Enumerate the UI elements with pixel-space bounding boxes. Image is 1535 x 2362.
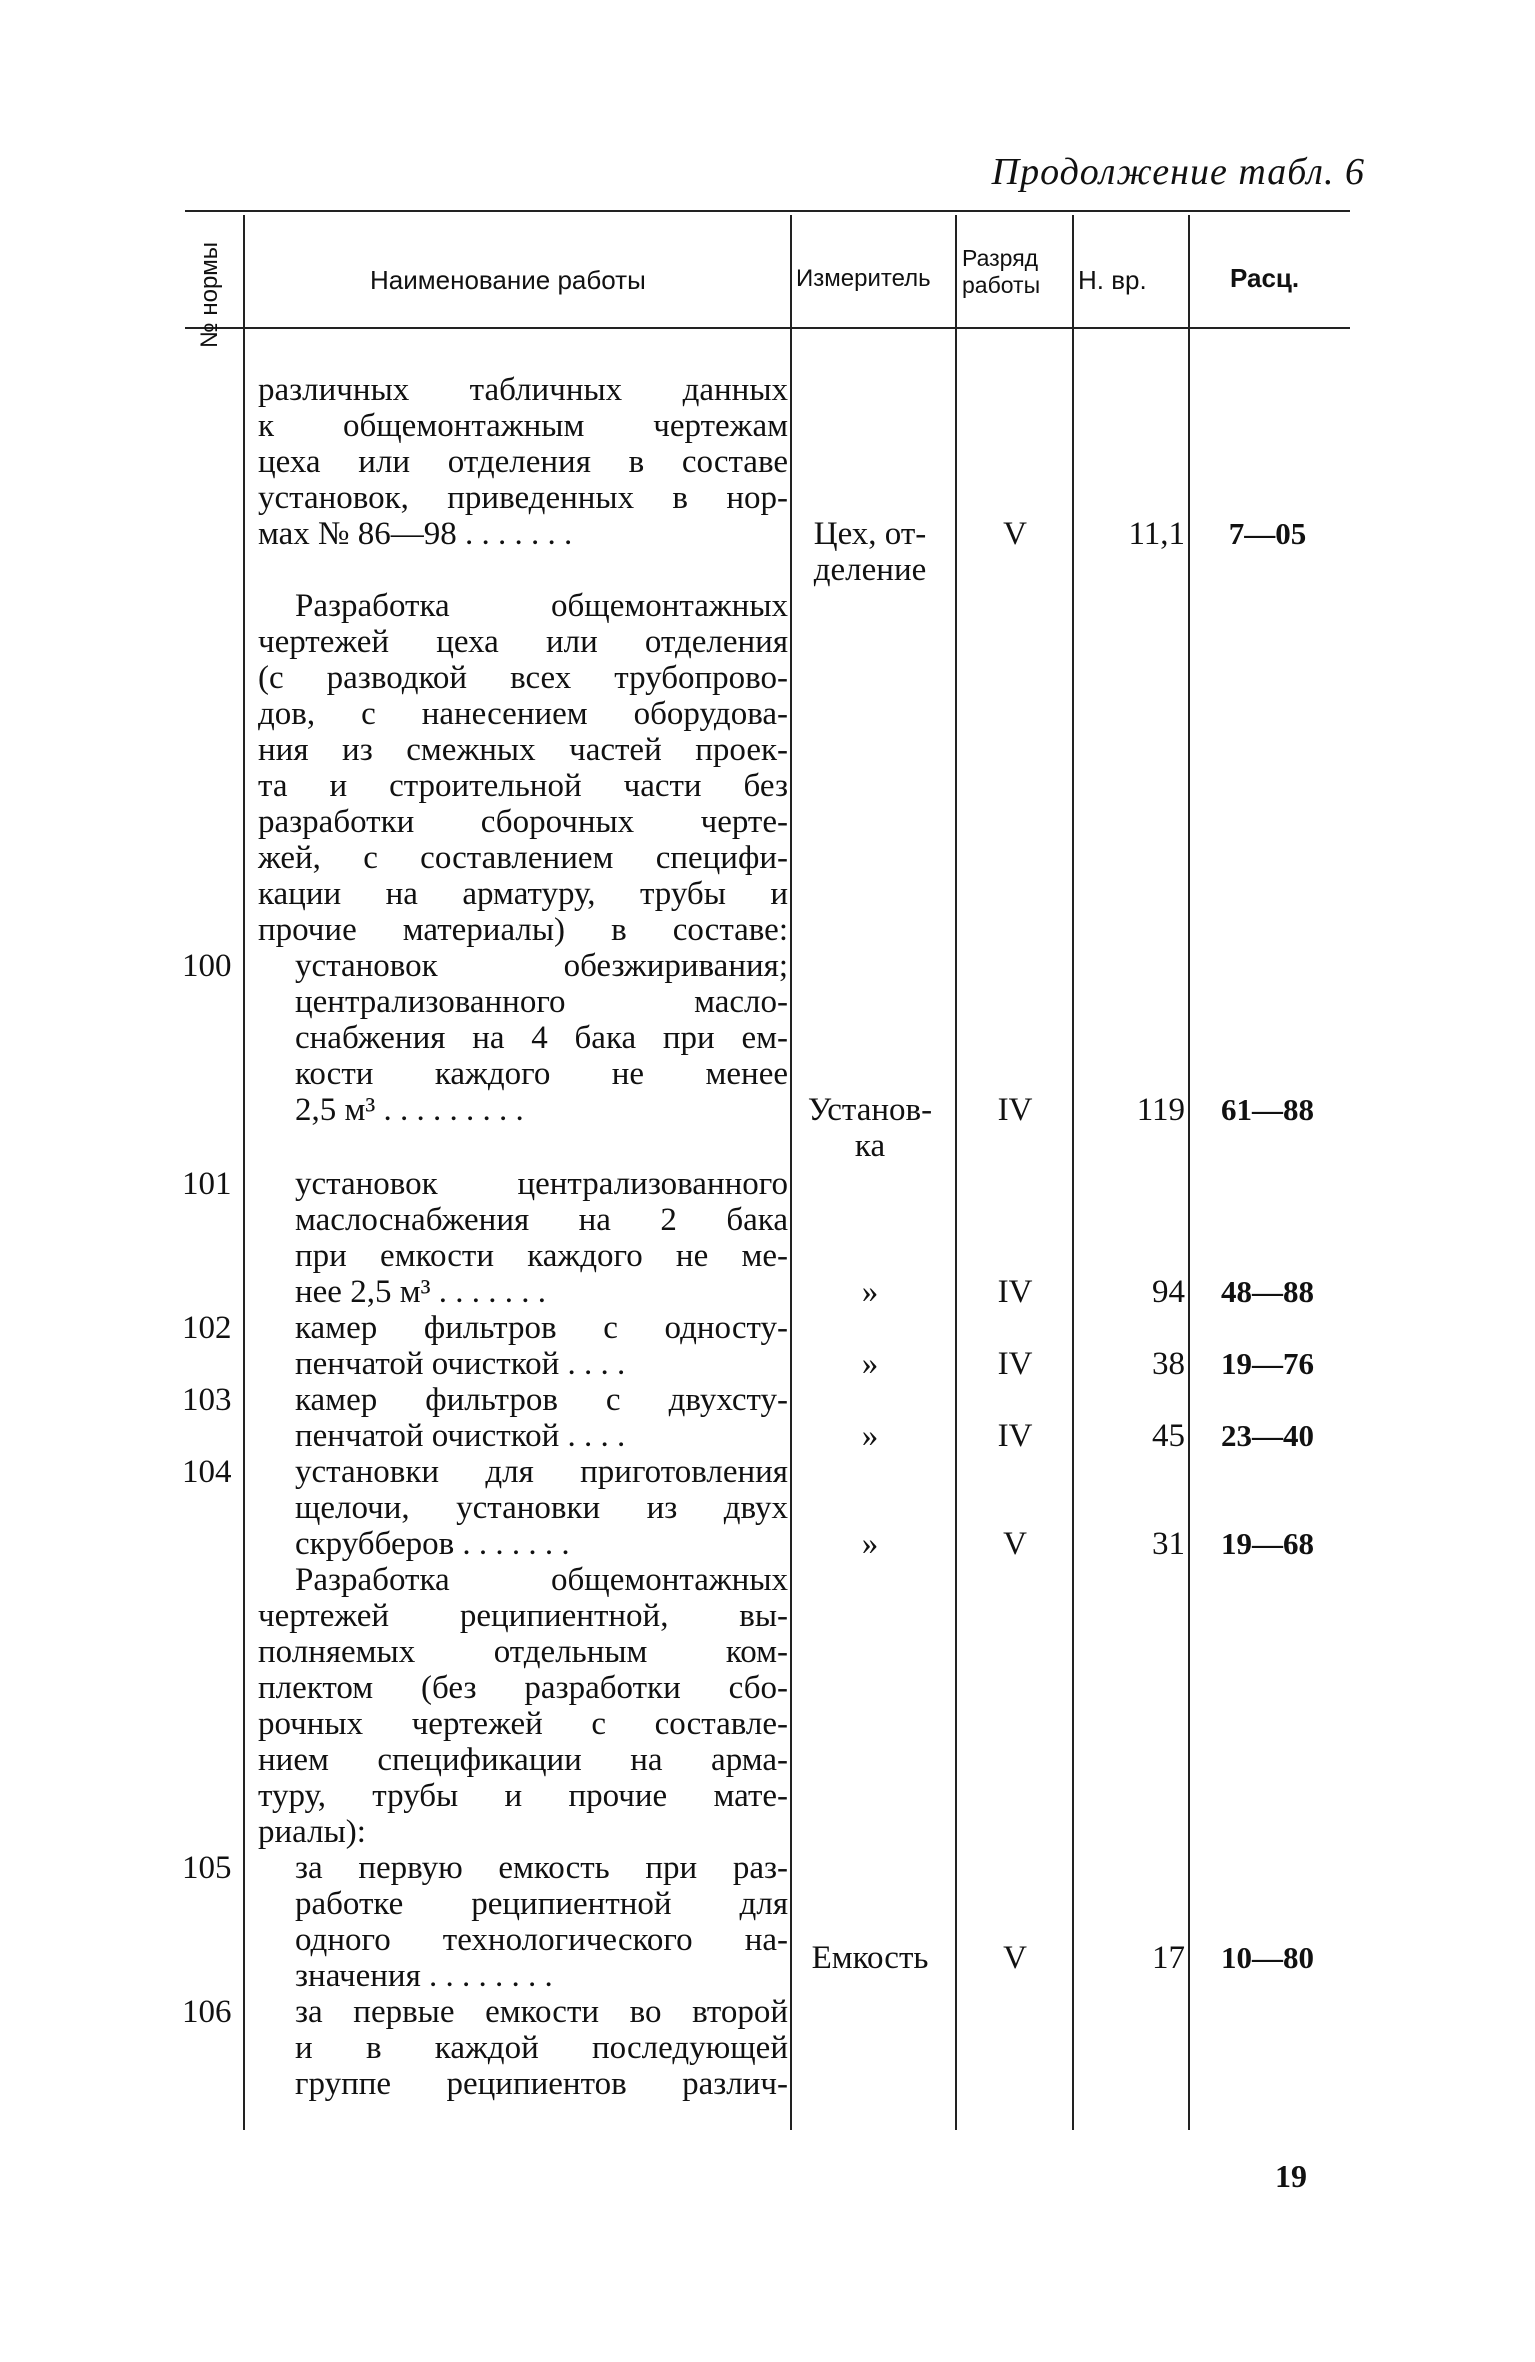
text-line: к общемонтажным чертежам xyxy=(258,408,788,444)
header-grade: Разряд работы xyxy=(962,245,1041,298)
time-cell: 119 xyxy=(1136,1092,1185,1128)
text-line: установок обезжиривания; xyxy=(295,948,788,984)
text-line: кости каждого не менее xyxy=(295,1056,788,1092)
measure-cell: Емкость xyxy=(811,1940,929,1976)
grade-cell: V xyxy=(1003,1940,1027,1976)
text-line: (с разводкой всех трубопрово- xyxy=(258,660,788,696)
time-cell: 94 xyxy=(1152,1274,1185,1310)
text-line: установки для приготовления xyxy=(295,1454,788,1490)
norm-number: 102 xyxy=(182,1310,232,1346)
time-cell: 38 xyxy=(1152,1346,1185,1382)
rate-cell: 7—05 xyxy=(1228,516,1307,551)
grade-cell: IV xyxy=(997,1274,1033,1310)
table-caption: Продолжение табл. 6 xyxy=(991,151,1365,193)
text-line: чертежей реципиентной, вы- xyxy=(258,1598,788,1634)
text-line: кации на арматуру, трубы и xyxy=(258,876,788,912)
time-cell: 45 xyxy=(1152,1418,1185,1454)
text-line: рочных чертежей с составле- xyxy=(258,1706,788,1742)
text-line: плектом (без разработки сбо- xyxy=(258,1670,788,1706)
header-measure: Измеритель xyxy=(796,265,931,292)
text-line: камер фильтров с односту- xyxy=(295,1310,788,1346)
grade-cell: IV xyxy=(997,1346,1033,1382)
text-line: полняемых отдельным ком- xyxy=(258,1634,788,1670)
text-line: скрубберов . . . . . . . xyxy=(295,1526,570,1562)
norm-number: 104 xyxy=(182,1454,232,1490)
text-line: пенчатой очисткой . . . . xyxy=(295,1418,626,1454)
text-line: и в каждой последующей xyxy=(295,2030,788,2066)
measure-cell: » xyxy=(861,1346,879,1382)
norm-number: 101 xyxy=(182,1166,232,1202)
rate-cell: 61—88 xyxy=(1221,1092,1314,1127)
measure-cell: » xyxy=(861,1526,879,1562)
text-line: централизованного масло- xyxy=(295,984,788,1020)
header-rate: Расц. xyxy=(1230,263,1300,293)
text-line: жей, с составлением специфи- xyxy=(258,840,788,876)
text-line: камер фильтров с двухсту- xyxy=(295,1382,788,1418)
rate-cell: 19—76 xyxy=(1221,1346,1314,1381)
measure-cell-cont: деление xyxy=(813,552,927,588)
text-line: щелочи, установки из двух xyxy=(295,1490,788,1526)
text-line: при емкости каждого не ме- xyxy=(295,1238,788,1274)
norm-number: 100 xyxy=(182,948,232,984)
measure-cell: » xyxy=(861,1418,879,1454)
text-line: значения . . . . . . . . xyxy=(295,1958,553,1994)
text-line: нием спецификации на арма- xyxy=(258,1742,788,1778)
text-line: работке реципиентной для xyxy=(295,1886,788,1922)
text-line: 2,5 м³ . . . . . . . . . xyxy=(295,1092,524,1128)
header-norm-number: № нормы xyxy=(196,241,223,349)
grade-cell: V xyxy=(1003,1526,1027,1562)
norm-number: 106 xyxy=(182,1994,232,2030)
text-line: установок, приведенных в нор- xyxy=(258,480,788,516)
grade-cell: V xyxy=(1003,516,1027,552)
text-line: за первые емкости во второй xyxy=(295,1994,788,2030)
text-line: за первую емкость при раз- xyxy=(295,1850,788,1886)
time-cell: 17 xyxy=(1152,1940,1185,1976)
rate-cell: 48—88 xyxy=(1221,1274,1314,1309)
grade-cell: IV xyxy=(997,1092,1033,1128)
measure-cell: Цех, от- xyxy=(813,516,927,552)
measure-cell-cont: ка xyxy=(854,1128,886,1164)
grade-cell: IV xyxy=(997,1418,1033,1454)
text-line: прочие материалы) в составе: xyxy=(258,912,788,948)
text-line: риалы): xyxy=(258,1814,366,1850)
text-line: пенчатой очисткой . . . . xyxy=(295,1346,626,1382)
text-line: ния из смежных частей проек- xyxy=(258,732,788,768)
text-line: нее 2,5 м³ . . . . . . . xyxy=(295,1274,546,1310)
text-line: различных табличных данных xyxy=(258,372,788,408)
text-line: одного технологического на- xyxy=(295,1922,788,1958)
page-number: 19 xyxy=(1275,2158,1307,2194)
header-time: Н. вр. xyxy=(1078,265,1147,295)
text-line: дов, с нанесением оборудова- xyxy=(258,696,788,732)
header-work-name: Наименование работы xyxy=(370,265,646,295)
text-line: установок централизованного xyxy=(295,1166,788,1202)
text-line: та и строительной части без xyxy=(258,768,788,804)
measure-cell: Установ- xyxy=(807,1092,933,1128)
norm-number: 105 xyxy=(182,1850,232,1886)
text-line: разработки сборочных черте- xyxy=(258,804,788,840)
time-cell: 31 xyxy=(1152,1526,1185,1562)
text-line: маслоснабжения на 2 бака xyxy=(295,1202,788,1238)
rate-cell: 23—40 xyxy=(1221,1418,1314,1453)
text-line: чертежей цеха или отделения xyxy=(258,624,788,660)
text-line: мах № 86—98 . . . . . . . xyxy=(258,516,573,552)
text-line: Разработка общемонтажных xyxy=(295,588,788,624)
text-line: группе реципиентов различ- xyxy=(295,2066,788,2102)
measure-cell: » xyxy=(861,1274,879,1310)
norm-number: 103 xyxy=(182,1382,232,1418)
rate-cell: 19—68 xyxy=(1221,1526,1314,1561)
rate-cell: 10—80 xyxy=(1221,1940,1314,1975)
text-line: снабжения на 4 бака при ем- xyxy=(295,1020,788,1056)
text-line: Разработка общемонтажных xyxy=(295,1562,788,1598)
text-line: цеха или отделения в составе xyxy=(258,444,788,480)
text-line: туру, трубы и прочие мате- xyxy=(258,1778,788,1814)
time-cell: 11,1 xyxy=(1128,516,1185,552)
